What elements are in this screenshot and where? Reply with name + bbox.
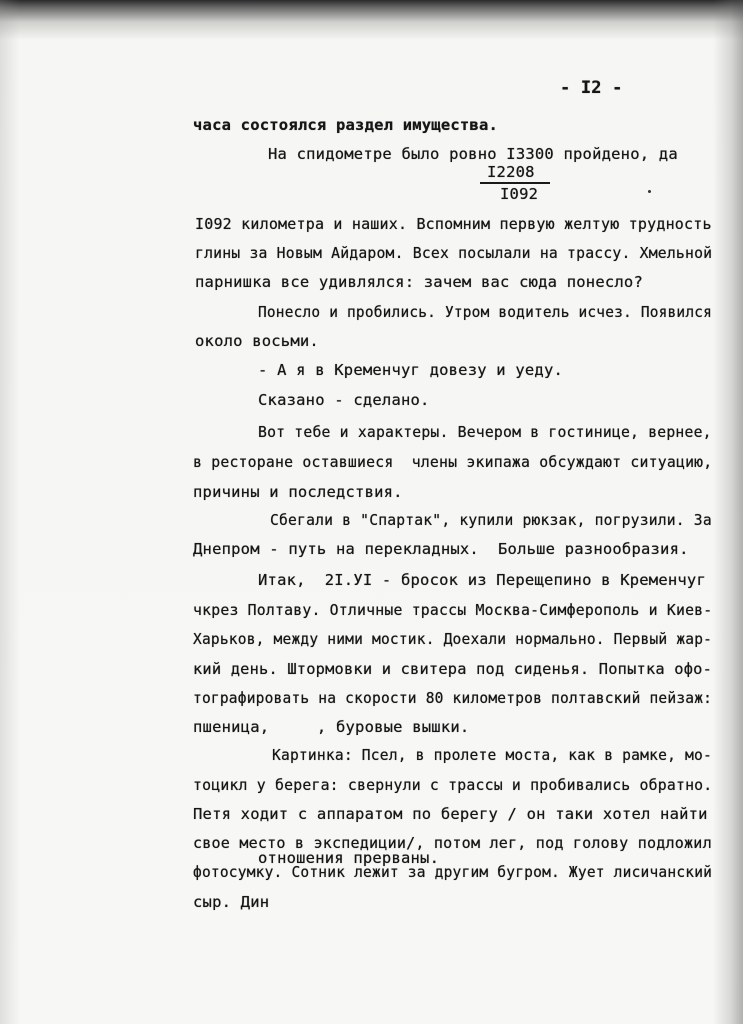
ink-speck xyxy=(648,190,651,193)
text-line-24: тоцикл у берега: свернули с трассы и пробивались обратно. xyxy=(193,776,713,794)
text-line-6: глины за Новым Айдаром. Всех посылали на трассу. Хмельной xyxy=(195,244,713,262)
page-number: - I2 - xyxy=(560,78,623,98)
text-line-23: Картинка: Псел, в пролете моста, как в рамке, мо- xyxy=(272,746,712,764)
text-line-4: I092 xyxy=(500,185,539,203)
text-line-21: тографировать на скорости 80 километров полтавский пейзаж: xyxy=(193,689,713,707)
text-line-28: сыр. Дин xyxy=(193,893,270,911)
text-line-22: пшеница, , буровые вышки. xyxy=(193,718,470,736)
text-line-25: Петя ходит с аппаратом по берегу / он таки хотел найти xyxy=(193,805,708,823)
text-line-18: чкрез Полтаву. Отличные трассы Москва-Симферополь и Киев- xyxy=(193,601,713,619)
text-line-15: Сбегали в "Спартак", купили рюкзак, погрузили. За xyxy=(270,511,712,529)
scan-shadow-right xyxy=(713,0,743,1024)
text-line-17: Итак, 2I.УI - бросок из Перещепино в Кременчуг xyxy=(258,571,706,589)
text-line-13: в ресторане оставшиеся члены экипажа обсуждают ситуацию, xyxy=(193,453,713,471)
subtraction-rule xyxy=(480,182,550,184)
text-line-27: фотосумку. Сотник лежит за другим бугром. Жует лисичанский xyxy=(193,863,713,881)
text-line-19: Харьков, между ними мостик. Доехали нормально. Первый жар- xyxy=(193,630,713,648)
text-line-11: Сказано - сделано. xyxy=(258,391,430,409)
text-line-8: Понесло и пробились. Утром водитель исчез. Появился xyxy=(258,303,713,321)
text-line-overtyped: отношения прерваны. xyxy=(258,849,440,867)
scan-shadow-left xyxy=(0,0,20,1024)
text-line-5: I092 километра и наших. Вспомним первую желтую трудность xyxy=(195,215,712,233)
text-line-14: причины и последствия. xyxy=(193,483,403,501)
text-line-2: На спидометре было ровно I3300 пройдено, да xyxy=(268,145,678,163)
text-line-20: кий день. Штормовки и свитера под сиденья. Попытка офо- xyxy=(193,660,713,678)
text-line-12: Вот тебе и характеры. Вечером в гостинице, вернее, xyxy=(258,423,712,441)
text-line-9: около восьми. xyxy=(195,332,319,350)
text-line-7: парнишка все удивлялся: зачем вас сюда понесло? xyxy=(195,273,643,291)
text-line-26: свое место в экспедиции/, потом лег, под голову подложил xyxy=(193,834,712,852)
text-line-1: часа состоялся раздел имущества. xyxy=(193,116,499,134)
text-line-3: I2208 xyxy=(487,163,535,181)
text-line-16: Днепром - путь на перекладных. Больше разнообразия. xyxy=(193,540,689,558)
text-line-10: - А я в Кременчуг довезу и уеду. xyxy=(258,361,564,379)
